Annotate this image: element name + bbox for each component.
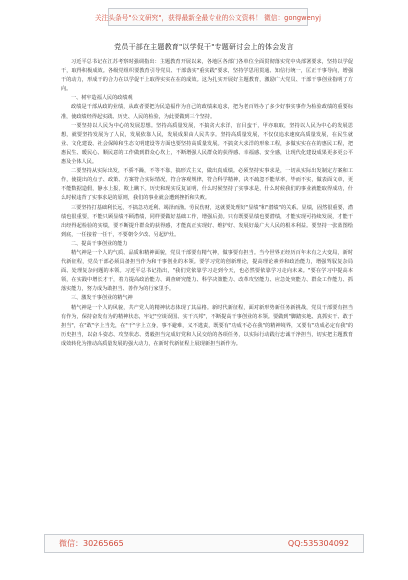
paragraph: 二要坚持从实际出发，不骄不躁，不等不靠，搞形式主义，做出真成绩。必须坚持实事求是，一切从实际出发制定方案和工作，使提出的点子、政策、方案符合实际情况，符合客观规律，符合科学精神，决不疏忽不能草率，毕而不实，做表面文章，更不能数据造假，静水上报，欺上瞒下。历史和现实反复证明，什么时候坚持了实事求是，什么时候我们的事业就能取得成功，什么时候违背了实事求是的原则，我们的事业就会遭到挫折和失败。 [61,168,353,202]
document-body [61,58,353,349]
paragraph: 政绩是干部从政的业绩，从政者要把为民造福作为自己的政绩来追求，把为老百姓办了多少好事实事作为检验政绩的重要标准，使政绩经得起实践、历史、人民的检验，为此要做到三个坚持。 [61,104,353,120]
section-heading: 二、提高干事创业的能力 [71,240,128,247]
section-heading: 三、激发干事创业的精气神 [71,295,133,302]
paragraph: 精气神是一个人的风貌，共产党人的精神状态体现了其品格。新时代新征程，面对新形势新任务新挑战，党员干部要有担当有作为，保持奋发有为的精神状态，牢记"空谈误国、实干兴邦"，不断提高干事创业的本领。要做到"脚踏实地、真抓实干、敢于担当"，在"敢"字上当先，在"干"字上立身，事不避难，义不逃责，既要有"功成不必在我"的精神境界，又要有"功成必定有我"的历史担当，以奋斗姿态、攻坚状态、勇毅担当完成好党和人民交给的各项任务，以实际行动践行忠诚干净担当，切实把主题教育成效转化为推动高质量发展的强大动力，在新时代新征程上展现新担当新作为。 [61,304,353,347]
paragraph: 一要坚持以人民为中心的发展思想。坚持高质量发展，不搞贪大求洋，盲目蛮干，甲亦取取，坚持以人民为中心的发展思想，就要坚持发展为了人民，发展依靠人民，发展成果由人民共享。坚持高质量发展，不仅仅追求速度高质量发展，在民生就业、文化建设、社会保障和生态文明建设等方面也要坚持高质量发展。不搞贪大求洋的形象工程，多做实实在在的惠民工程，把惠民生、暖民心、顺民意的工作做到群众心坎上，不断增强人民群众的获得感、幸福感、安全感，让现代化建设成果更多更公平惠及全体人民。 [61,122,353,166]
top-banner [94,8,322,26]
paragraph: 三要坚持打基础利长远，不搞急功近利、竭泽而渔。劳民伤财，这就要处理好"显绩"和"潜绩"的关系。显绩，固然很重要，潜绩也很重要，不能只顾显绩不顾潜绩，同样要做好基础工作，增强后劲。只有既要显绩也要潜绩，才能实现可持续发展，才能干出经得起检验的实绩，要不断提升群众的获得感，才能真正实现好、维护好、发展好最广大人民的根本利益。要坚持一张蓝图绘到底，一任接着一任干，不要朝令夕改、另起炉灶。 [61,204,353,238]
footer-qq: QQ:535304092 [287,539,349,548]
page-title: 党员干部在主题教育"以学促干"专题研讨会上的体会发言 [114,43,294,51]
section-heading: 一、树牢造福人民的政绩观 [71,95,133,102]
bottom-banner [44,534,364,553]
footer-wechat: 微信：30265665 [59,539,124,548]
banner-text: 关注头条号"公文研究"，获得最新全最专业的公文资料！ 微信：gongwenyj [94,14,322,22]
paragraph: 精气神是一个人的气质、品质和精神面貌，党员干部要有精气神，做事要有担当。当今世界正经历百年未有之大变局，新时代新征程，党员干部必须具备担当作为和干事创业的本领。要学习党的创新理论，提高理论素养和政治能力，增强驾驭复杂局面、处理复杂问题的本领。习近平总书记指出，"我们党依靠学习走到今天，也必然要依靠学习走向未来。"要在学习中提高本领，在实践中增长才干，着力提高政治能力、调查研究能力、科学决策能力、改革攻坚能力、应急处突能力、群众工作能力、抓落实能力，努力成为敢担当、善作为的行家里手。 [61,249,353,293]
paragraph: 习近平总书记在江苏考察时强调指出：主题教育开展以来，各地区各部门各单位全面贯彻落实党中央部署要求，坚持以学促干，取得积极成效。各级党组织要教育引导党员、干部落实"重实践"要求，坚持学思用贯通、知信行统一，匡正干事导向，增强干的动力，形成干的合力在以学促干上取得实实在在的成效。这为扎实开展好主题教育，激励广大党员、干部干事创业指明了方向。 [61,59,353,93]
